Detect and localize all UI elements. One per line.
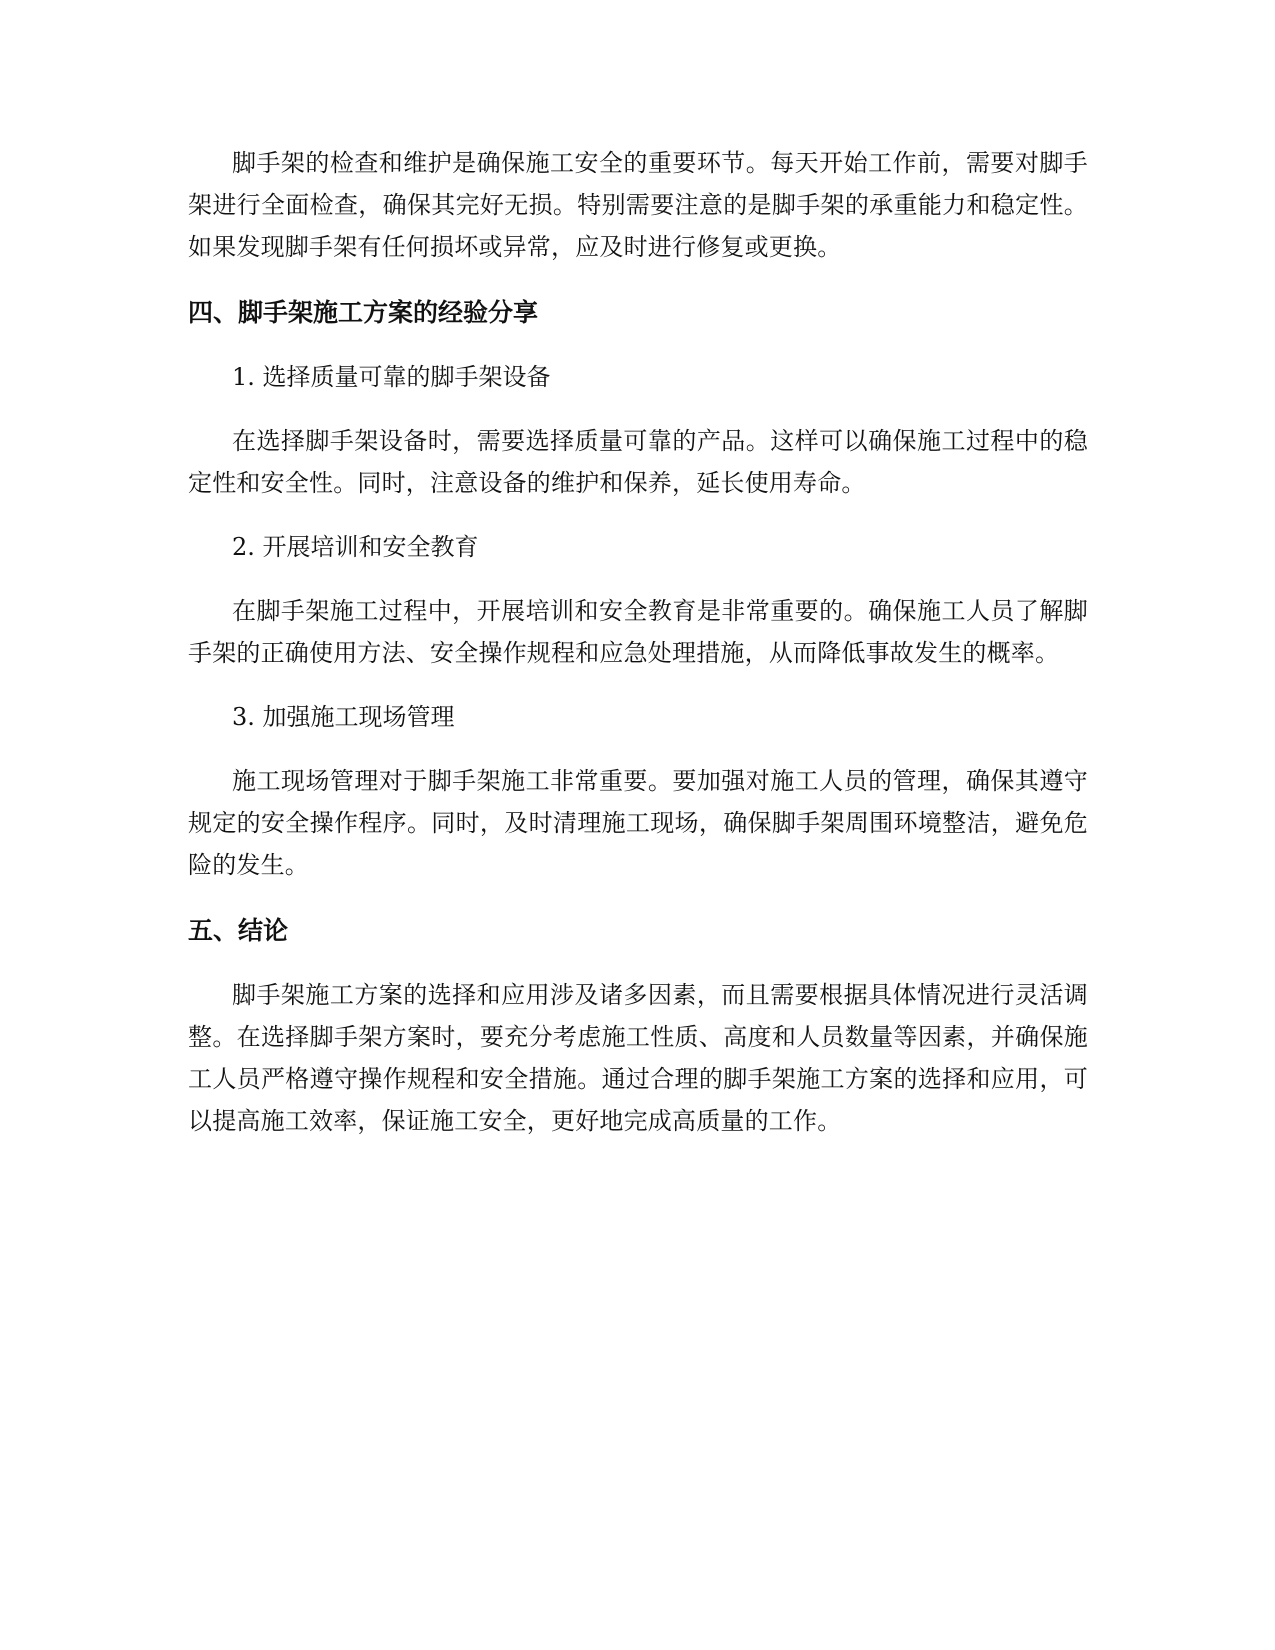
item-title-2: 2. 开展培训和安全教育 (232, 533, 479, 561)
document-page (188, 142, 1088, 1142)
item-title-1: 1. 选择质量可靠的脚手架设备 (232, 363, 551, 391)
paragraph-inspection: 脚手架的检查和维护是确保施工安全的重要环节。每天开始工作前，需要对脚手架进行全面检查，确保其完好无损。特别需要注意的是脚手架的承重能力和稳定性。如果发现脚手架有任何损坏或异常，应及时进行修复或更换。 (188, 149, 1088, 261)
heading-experience-sharing: 四、脚手架施工方案的经验分享 (188, 298, 539, 327)
item-text-1: 在选择脚手架设备时，需要选择质量可靠的产品。这样可以确保施工过程中的稳定性和安全性。同时，注意设备的维护和保养，延长使用寿命。 (188, 427, 1088, 497)
paragraph-conclusion: 脚手架施工方案的选择和应用涉及诸多因素，而且需要根据具体情况进行灵活调整。在选择脚手架方案时，要充分考虑施工性质、高度和人员数量等因素，并确保施工人员严格遵守操作规程和安全措施。通过合理的脚手架施工方案的选择和应用，可以提高施工效率，保证施工安全，更好地完成高质量的工作。 (188, 981, 1088, 1135)
heading-conclusion: 五、结论 (188, 916, 289, 945)
item-text-2: 在脚手架施工过程中，开展培训和安全教育是非常重要的。确保施工人员了解脚手架的正确使用方法、安全操作规程和应急处理措施，从而降低事故发生的概率。 (188, 597, 1088, 667)
item-text-3: 施工现场管理对于脚手架施工非常重要。要加强对施工人员的管理，确保其遵守规定的安全操作程序。同时，及时清理施工现场，确保脚手架周围环境整洁，避免危险的发生。 (188, 767, 1088, 879)
item-title-3: 3. 加强施工现场管理 (232, 703, 455, 731)
